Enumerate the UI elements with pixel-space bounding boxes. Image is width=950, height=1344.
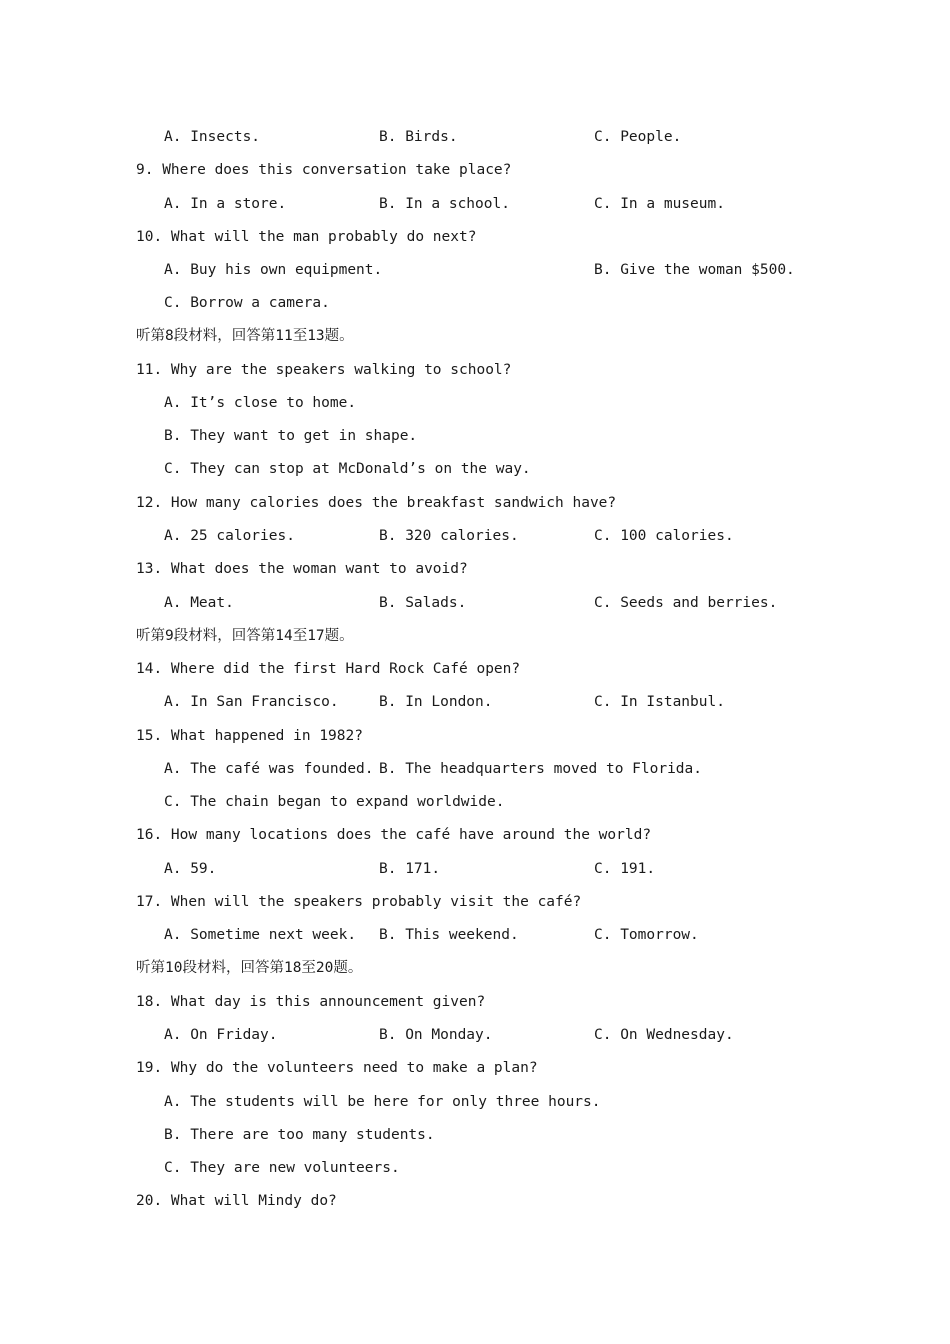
question-19: 19. Why do the volunteers need to make a plan? <box>136 1060 538 1076</box>
question-15: 15. What happened in 1982? <box>136 728 363 744</box>
option-c: C. 100 calories. <box>594 528 734 544</box>
question-17: 17. When will the speakers probably visit the café? <box>136 894 582 910</box>
option-b: B. There are too many students. <box>164 1127 435 1143</box>
question-20: 20. What will Mindy do? <box>136 1193 337 1209</box>
option-a: A. Insects. <box>164 129 261 145</box>
option-b: B. 320 calories. <box>379 528 519 544</box>
section-heading: 听第10段材料，回答第18至20题。 <box>136 960 363 976</box>
option-c: C. 191. <box>594 861 656 877</box>
question-11: 11. Why are the speakers walking to school? <box>136 362 512 378</box>
section-heading: 听第8段材料，回答第11至13题。 <box>136 328 354 344</box>
option-a: A. On Friday. <box>164 1027 278 1043</box>
option-b: B. On Monday. <box>379 1027 493 1043</box>
option-a: A. Buy his own equipment. <box>164 262 383 278</box>
option-a: A. Sometime next week. <box>164 927 357 943</box>
question-12: 12. How many calories does the breakfast sandwich have? <box>136 495 617 511</box>
option-b: B. In a school. <box>379 196 510 212</box>
option-c: C. Seeds and berries. <box>594 595 778 611</box>
option-a: A. 25 calories. <box>164 528 295 544</box>
option-a: A. In San Francisco. <box>164 694 339 710</box>
option-c: C. In a museum. <box>594 196 725 212</box>
option-c: C. The chain began to expand worldwide. <box>164 794 505 810</box>
question-9: 9. Where does this conversation take place? <box>136 162 512 178</box>
option-a: A. 59. <box>164 861 217 877</box>
option-c: C. People. <box>594 129 682 145</box>
option-a: A. The students will be here for only three hours. <box>164 1094 601 1110</box>
option-c: C. They are new volunteers. <box>164 1160 400 1176</box>
option-c: C. On Wednesday. <box>594 1027 734 1043</box>
question-18: 18. What day is this announcement given? <box>136 994 486 1010</box>
option-a: A. In a store. <box>164 196 287 212</box>
question-14: 14. Where did the first Hard Rock Café open? <box>136 661 521 677</box>
option-c: C. Borrow a camera. <box>164 295 330 311</box>
option-a: A. Meat. <box>164 595 234 611</box>
option-b: B. 171. <box>379 861 441 877</box>
option-a: A. It’s close to home. <box>164 395 357 411</box>
option-b: B. Give the woman $500. <box>594 262 795 278</box>
question-16: 16. How many locations does the café have around the world? <box>136 827 652 843</box>
option-b: B. The headquarters moved to Florida. <box>379 761 703 777</box>
option-b: B. Birds. <box>379 129 458 145</box>
option-b: B. In London. <box>379 694 493 710</box>
option-c: C. In Istanbul. <box>594 694 725 710</box>
option-a: A. The café was founded. <box>164 761 374 777</box>
option-b: B. They want to get in shape. <box>164 428 418 444</box>
option-c: C. They can stop at McDonald’s on the way. <box>164 461 531 477</box>
option-b: B. This weekend. <box>379 927 519 943</box>
question-13: 13. What does the woman want to avoid? <box>136 561 468 577</box>
question-10: 10. What will the man probably do next? <box>136 229 477 245</box>
option-c: C. Tomorrow. <box>594 927 699 943</box>
option-b: B. Salads. <box>379 595 467 611</box>
section-heading: 听第9段材料，回答第14至17题。 <box>136 628 354 644</box>
